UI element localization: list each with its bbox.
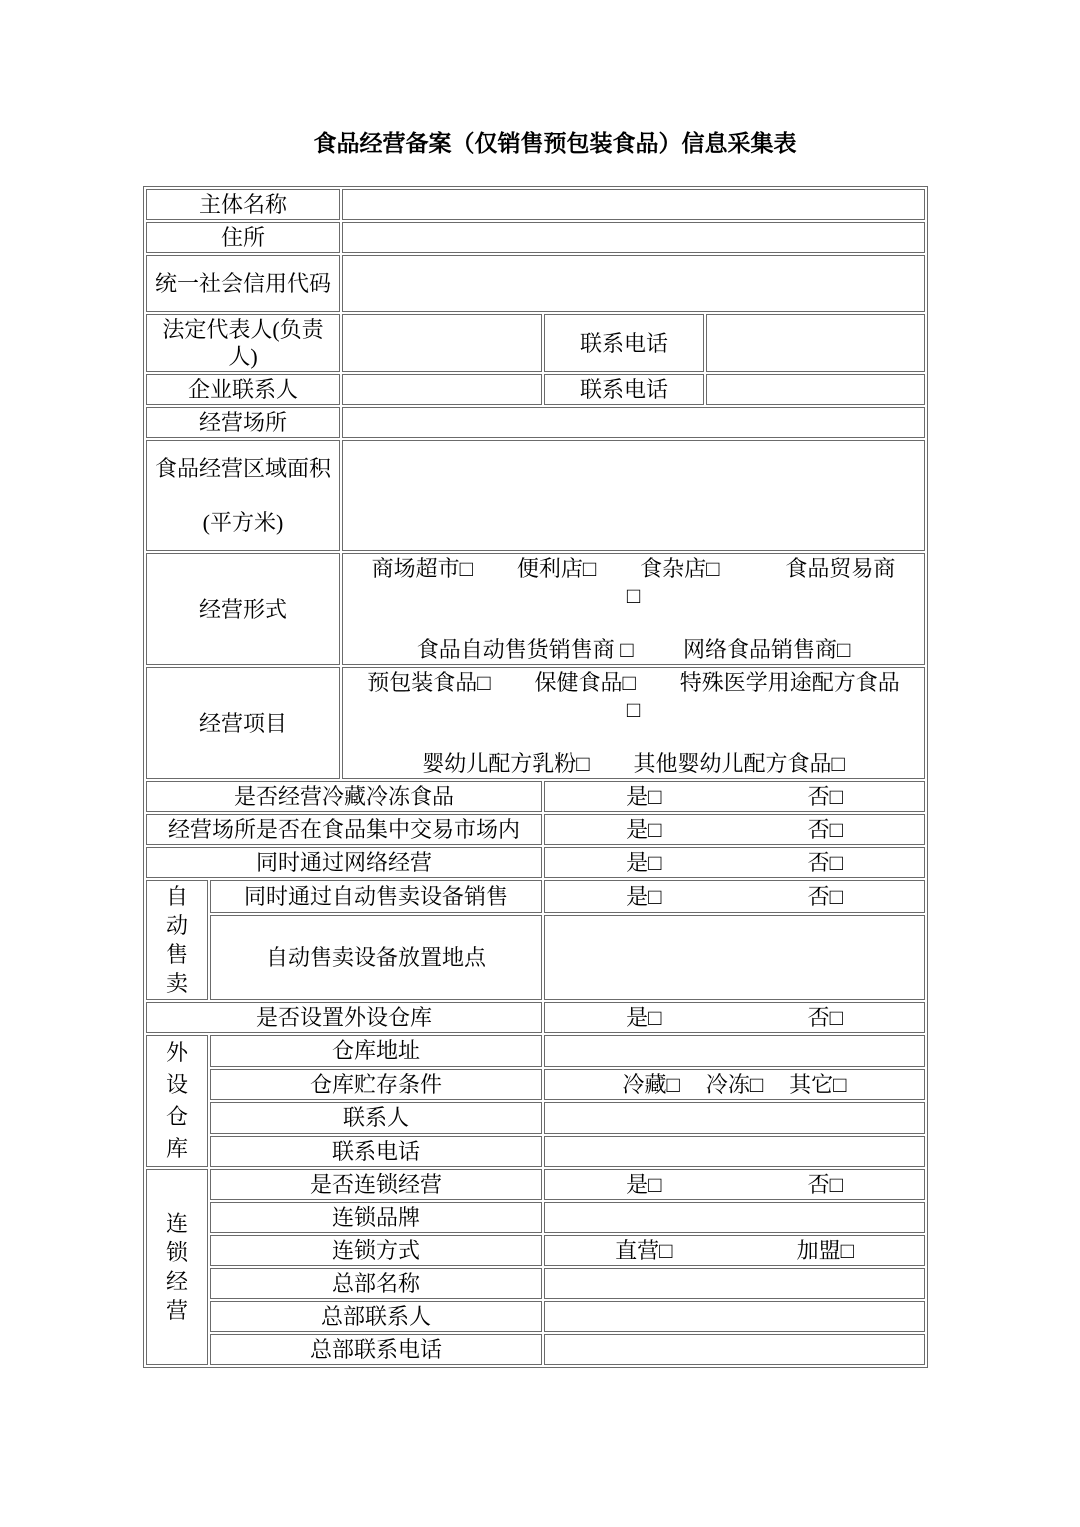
table-row — [146, 1136, 925, 1168]
table-row — [146, 1035, 925, 1067]
yes-checkbox-option[interactable]: 是□ — [626, 817, 662, 842]
text-line[interactable]: □ — [626, 697, 641, 722]
yes-checkbox-option[interactable]: 是□ — [626, 1005, 662, 1030]
franchise-checkbox-option[interactable]: 加盟□ — [796, 1238, 854, 1263]
table-row — [146, 189, 925, 220]
chain-group-vertical-text: 连锁经营 — [165, 1211, 188, 1323]
warehouse-address-label: 仓库地址 — [210, 1035, 542, 1067]
warehouse-group-vertical-text: 外设仓库 — [165, 1040, 188, 1161]
form-title: 食品经营备案（仅销售预包装食品）信息采集表 — [313, 131, 797, 156]
table-row — [146, 814, 925, 845]
yes-no-options — [553, 816, 916, 843]
table-row — [146, 667, 925, 779]
company-contact-phone-input-cell[interactable] — [706, 374, 925, 405]
warehouse-phone-label: 联系电话 — [210, 1136, 542, 1168]
credit-code-input-cell[interactable] — [342, 255, 925, 312]
no-checkbox-option[interactable]: 否□ — [807, 1172, 843, 1197]
text-line[interactable]: 商场超市□ 便利店□ 食杂店□ 食品贸易商 — [371, 556, 896, 581]
online-answer-cell — [544, 847, 925, 878]
hq-contact-input-cell[interactable] — [544, 1301, 925, 1332]
chain-answer-cell — [544, 1169, 925, 1200]
table-row — [146, 1002, 925, 1033]
direct-operation-checkbox-option[interactable]: 直营□ — [615, 1238, 673, 1263]
yes-no-options — [553, 783, 916, 810]
table-row — [146, 1301, 925, 1332]
chain-brand-label: 连锁品牌 — [210, 1202, 542, 1233]
cold-chain-question-label: 是否经营冷藏冷冻食品 — [146, 781, 542, 812]
ext-warehouse-question-label: 是否设置外设仓库 — [146, 1002, 542, 1033]
legal-rep-phone-label: 联系电话 — [544, 314, 704, 372]
table-row — [146, 880, 925, 913]
table-row — [146, 374, 925, 405]
table-row — [146, 314, 925, 372]
chain-mode-options — [553, 1237, 916, 1264]
warehouse-condition-answer-cell — [544, 1069, 925, 1101]
text-line[interactable] — [351, 723, 916, 750]
yes-no-options — [553, 883, 916, 910]
operation-mode-checkbox-options[interactable] — [342, 553, 925, 665]
hq-phone-input-cell[interactable] — [544, 1334, 925, 1365]
table-row — [146, 222, 925, 253]
subject-name-label: 主体名称 — [146, 189, 340, 220]
text-line — [155, 482, 331, 509]
table-row — [146, 255, 925, 312]
warehouse-condition-label: 仓库贮存条件 — [210, 1069, 542, 1101]
operation-items-checkbox-options[interactable] — [342, 667, 925, 779]
vending-location-label: 自动售卖设备放置地点 — [210, 915, 542, 1000]
no-checkbox-option[interactable]: 否□ — [807, 850, 843, 875]
text-line[interactable]: 食品自动售货销售商 □ 网络食品销售商□ — [416, 637, 851, 662]
cold-storage-checkbox-option[interactable]: 冷藏□ — [622, 1071, 680, 1097]
subject-name-input-cell[interactable] — [342, 189, 925, 220]
table-row — [146, 1334, 925, 1365]
warehouse-contact-label: 联系人 — [210, 1102, 542, 1134]
table-row — [146, 553, 925, 665]
table-row — [146, 1069, 925, 1101]
in-market-answer-cell — [544, 814, 925, 845]
no-checkbox-option[interactable]: 否□ — [807, 817, 843, 842]
chain-group-label — [146, 1169, 208, 1365]
table-row — [146, 407, 925, 438]
business-area-input-cell[interactable] — [342, 440, 925, 551]
table-row — [146, 781, 925, 812]
business-area-label — [146, 440, 340, 551]
operation-mode-label: 经营形式 — [146, 553, 340, 665]
yes-checkbox-option[interactable]: 是□ — [626, 784, 662, 809]
text-line: (平方米) — [202, 510, 284, 535]
operation-items-label: 经营项目 — [146, 667, 340, 779]
yes-no-options — [553, 1004, 916, 1031]
yes-no-options — [553, 1171, 916, 1198]
table-row — [146, 1268, 925, 1299]
vending-group-vertical-text: 自动售卖 — [165, 884, 188, 996]
no-checkbox-option[interactable]: 否□ — [807, 884, 843, 910]
warehouse-contact-input-cell[interactable] — [544, 1102, 925, 1134]
no-checkbox-option[interactable]: 否□ — [807, 1005, 843, 1030]
residence-label: 住所 — [146, 222, 340, 253]
vending-question-label: 同时通过自动售卖设备销售 — [210, 880, 542, 913]
online-question-label: 同时通过网络经营 — [146, 847, 542, 878]
table-row — [146, 1169, 925, 1200]
hq-phone-label: 总部联系电话 — [210, 1334, 542, 1365]
text-line[interactable] — [351, 609, 916, 636]
credit-code-label: 统一社会信用代码 — [146, 255, 340, 312]
vending-location-input-cell[interactable] — [544, 915, 925, 1000]
legal-rep-label: 法定代表人(负责人) — [146, 314, 340, 372]
company-contact-label: 企业联系人 — [146, 374, 340, 405]
legal-rep-input-cell[interactable] — [342, 314, 542, 372]
table-row — [146, 847, 925, 878]
other-storage-checkbox-option[interactable]: 其它□ — [789, 1071, 847, 1097]
chain-mode-label: 连锁方式 — [210, 1235, 542, 1266]
chain-question-label: 是否连锁经营 — [210, 1169, 542, 1200]
vending-answer-cell — [544, 880, 925, 913]
cold-chain-answer-cell — [544, 781, 925, 812]
table-row — [146, 1235, 925, 1266]
table-row — [146, 1202, 925, 1233]
hq-contact-label: 总部联系人 — [210, 1301, 542, 1332]
yes-no-options — [553, 849, 916, 876]
text-line[interactable]: 预包装食品□ 保健食品□ 特殊医学用途配方食品 — [367, 670, 900, 695]
residence-input-cell[interactable] — [342, 222, 925, 253]
company-contact-input-cell[interactable] — [342, 374, 542, 405]
yes-checkbox-option[interactable]: 是□ — [626, 1172, 662, 1197]
table-row — [146, 1102, 925, 1134]
text-line[interactable]: □ — [626, 583, 641, 608]
premises-label: 经营场所 — [146, 407, 340, 438]
text-line: 食品经营区域面积 — [155, 456, 332, 481]
hq-name-label: 总部名称 — [210, 1268, 542, 1299]
company-contact-phone-label: 联系电话 — [544, 374, 704, 405]
yes-checkbox-option[interactable]: 是□ — [626, 884, 662, 910]
premises-input-cell[interactable] — [342, 407, 925, 438]
frozen-storage-checkbox-option[interactable]: 冷冻□ — [705, 1071, 764, 1097]
warehouse-phone-input-cell[interactable] — [544, 1136, 925, 1168]
vending-group-label — [146, 880, 208, 1000]
chain-mode-answer-cell — [544, 1235, 925, 1266]
info-collection-table — [143, 186, 928, 1368]
hq-name-input-cell[interactable] — [544, 1268, 925, 1299]
table-row — [146, 440, 925, 551]
yes-checkbox-option[interactable]: 是□ — [626, 850, 662, 875]
chain-brand-input-cell[interactable] — [544, 1202, 925, 1233]
no-checkbox-option[interactable]: 否□ — [807, 784, 843, 809]
table-row — [146, 915, 925, 1000]
in-market-question-label: 经营场所是否在食品集中交易市场内 — [146, 814, 542, 845]
ext-warehouse-answer-cell — [544, 1002, 925, 1033]
storage-condition-options — [553, 1071, 916, 1098]
legal-rep-phone-input-cell[interactable] — [706, 314, 925, 372]
warehouse-address-input-cell[interactable] — [544, 1035, 925, 1067]
text-line[interactable]: 婴幼儿配方乳粉□ 其他婴幼儿配方食品□ — [422, 751, 845, 776]
warehouse-group-label — [146, 1035, 208, 1167]
